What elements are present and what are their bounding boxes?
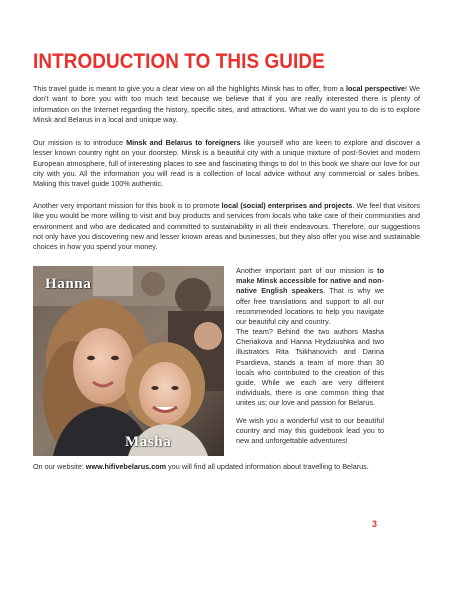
page-number: 3 [372,519,378,529]
accessibility-paragraph [236,266,384,327]
team-paragraph: The team? Behind the two authors Masha Cheriakova and Hanna Hrydziushka and two illustrators Rita Tsikhanovich and Darina Psardieva, stands a team of more than 30 locals who contributed to the creation of this guide. While we each are very different individuals, there is one common thing that unites us; our love and passion for Belarus. [236,327,384,408]
enterprises-text-start: Another very important mission for this book is to promote [33,201,222,210]
accessibility-text-bold: to make Minsk accessible for native and non-native English speakers [236,266,384,296]
intro-text-end: ! We don't want to bore you with too much text because we believe that if you are really interested there is plenty of information on the Internet regarding the history, specific sites, and attractions. What we do want you to do is to explore Minsk and Belarus in a local and unique way. [33,84,420,124]
enterprises-text-bold: local (social) enterprises and projects [221,201,353,210]
mission-text-start: Our mission is to introduce [33,138,127,147]
mission-paragraph [33,138,420,189]
enterprises-text-end: . We feel that visitors like you would be more willing to visit and buy products and services from locals who take care of their communities and environment and who are dedicated and committed to sustainability in all their endeavours. Therefore, our suggestions not only have you discovering new and lesser known areas and businesses, but they also offer you wise and sustainable choices in how you spend your money. [33,201,420,252]
enterprises-paragraph [33,201,420,252]
intro-text-bold: local perspective [346,84,406,93]
mission-text-end: like yourself who are keen to explore and discover a lesser known country right on your doorstep. Minsk is a beautiful city with a unique mixture of post-Soviet and modern European atmosphere, full of interesting places to see and fascinating things to do! In this book we share our love for our city with you. All the information you will read is a collection of local advice without any commercial or sales bribes. Making this travel guide 100% authentic. [33,138,420,189]
intro-paragraph [33,84,420,125]
website-paragraph [33,462,420,472]
mission-text-bold: Minsk and Belarus to foreigners [126,138,241,147]
photo-label-masha: Masha [125,434,172,450]
website-text-end: you will find all updated information about travelling to Belarus. [166,462,369,471]
page-title: INTRODUCTION TO THIS GUIDE [33,50,325,73]
authors-photo [33,266,224,456]
photo-label-hanna: Hanna [45,276,92,292]
accessibility-text-end: . That is why we offer free translations and support to all our recommended locations to help you navigate our beautiful city and country. [236,286,384,327]
website-text-start: On our website: [33,462,86,471]
accessibility-text-start: Another important part of our mission is [236,266,378,275]
intro-text-start: This travel guide is meant to give you a clear view on all the highlights Minsk has to offer, from a [33,84,347,93]
wishes-paragraph: We wish you a wonderful visit to our beautiful country and may this guidebook lead you to new and unforgettable adventures! [236,416,384,446]
authors-photo-illustration [33,266,224,456]
website-link[interactable]: www.hifivebelarus.com [85,462,167,471]
